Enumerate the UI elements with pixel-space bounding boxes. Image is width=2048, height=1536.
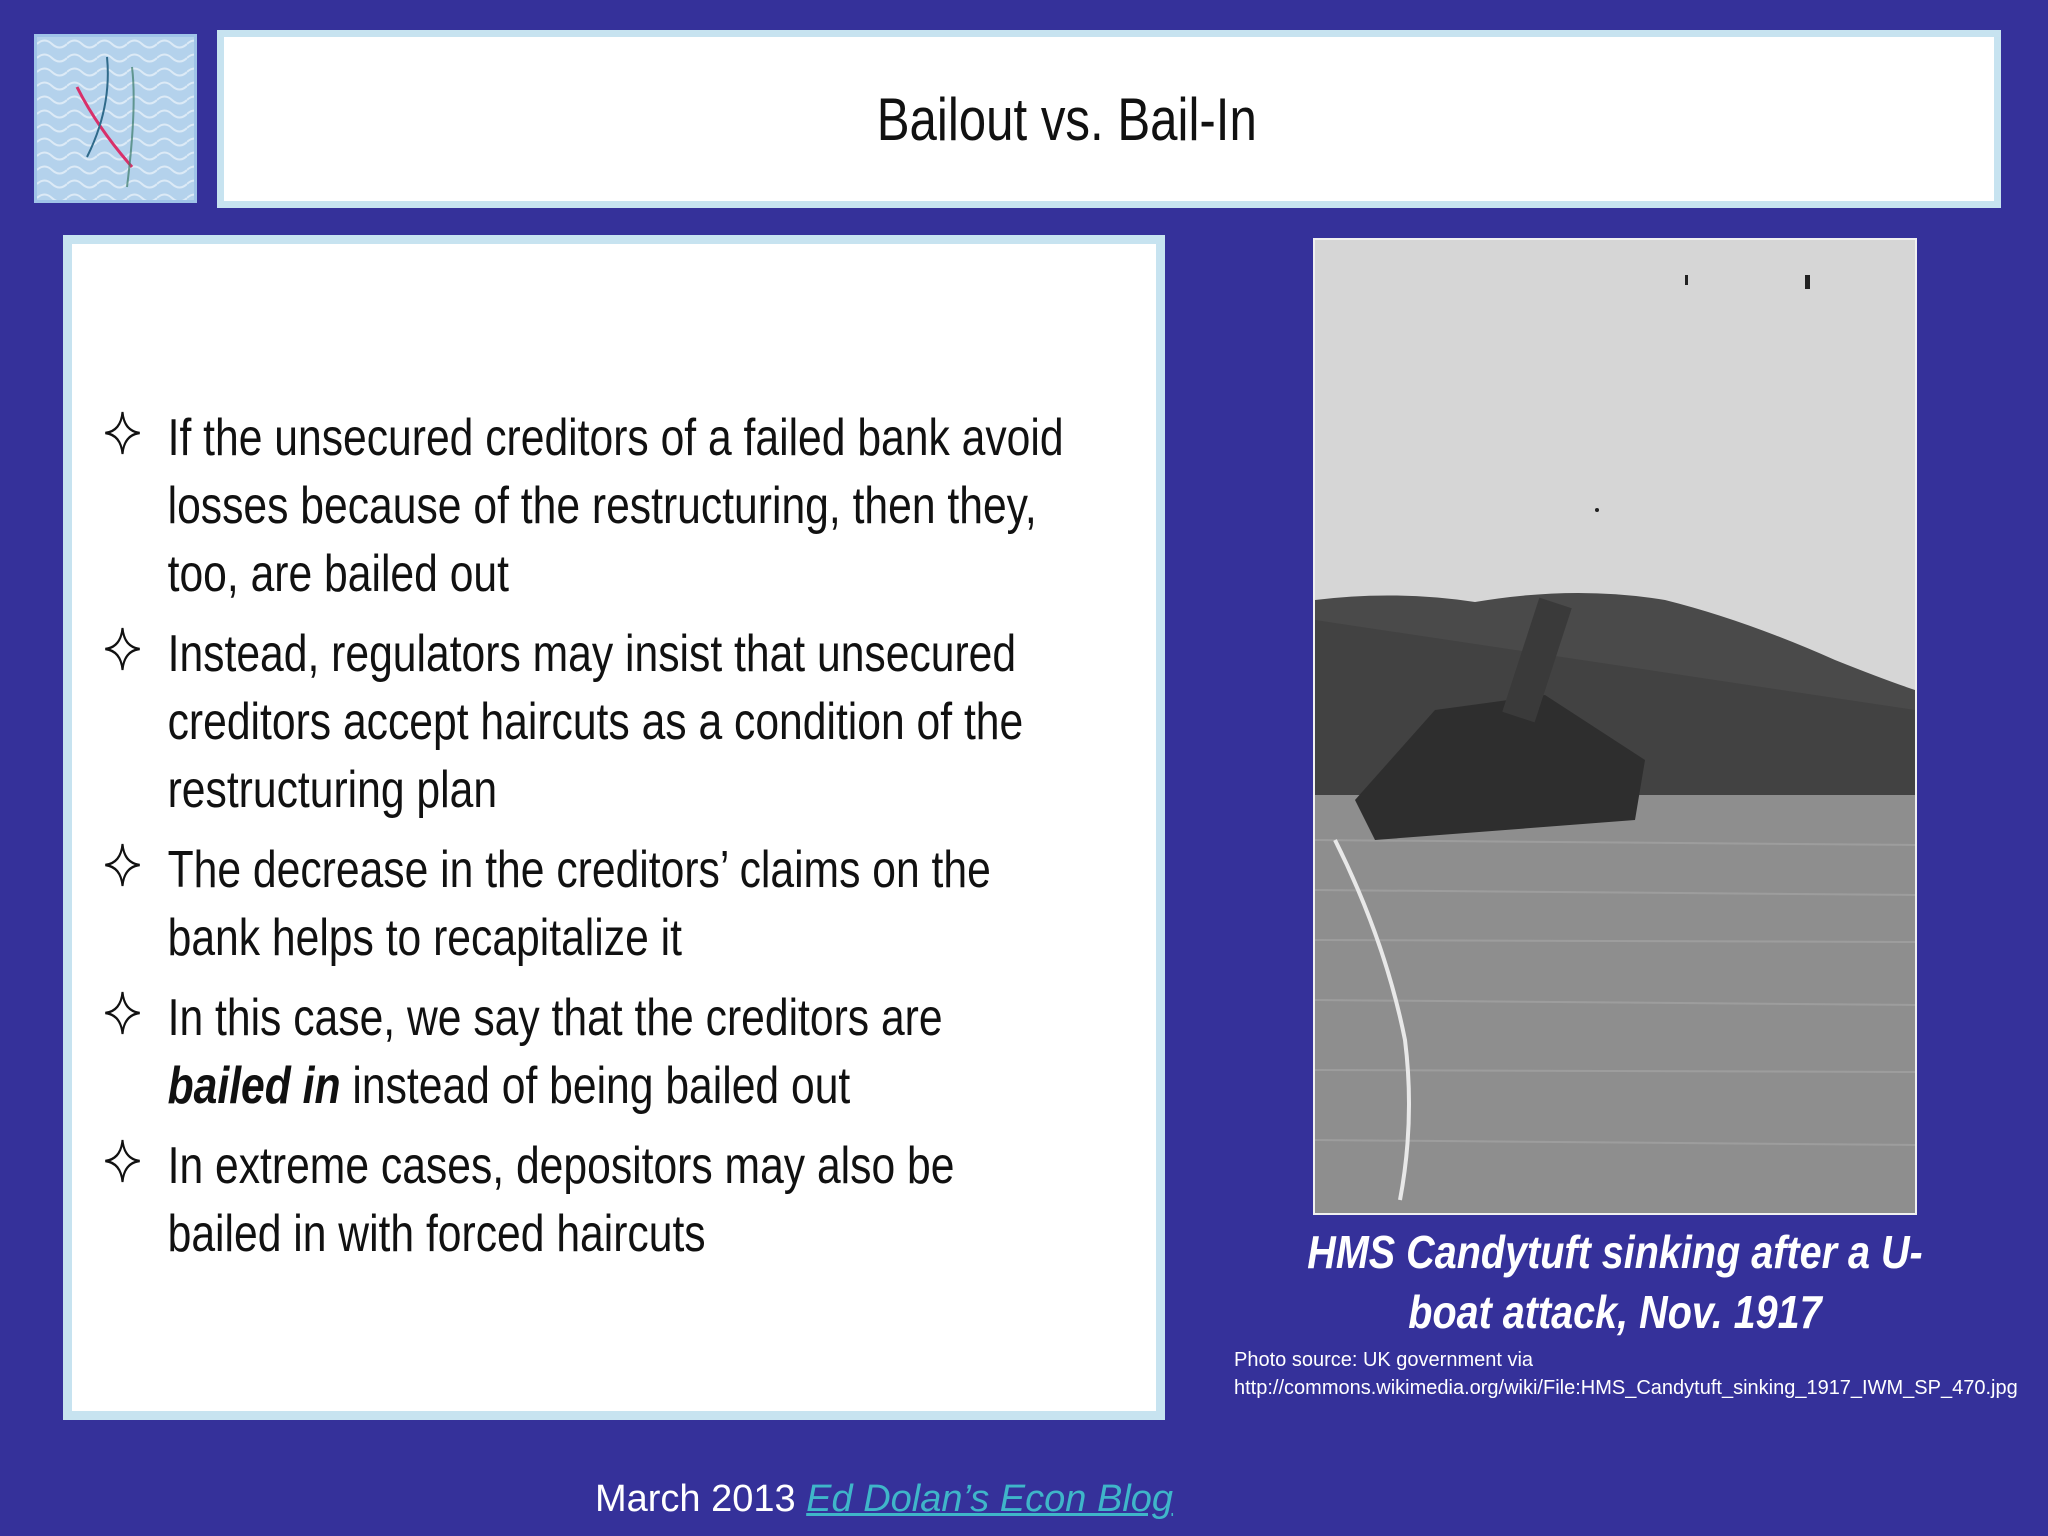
bullet-item bbox=[102, 404, 1070, 608]
four-point-star-icon bbox=[102, 1136, 143, 1186]
logo-graphic bbox=[37, 37, 194, 200]
blog-logo bbox=[34, 34, 197, 203]
ship-photo bbox=[1313, 238, 1917, 1215]
four-point-star-icon bbox=[102, 624, 143, 674]
photo-source-url: http://commons.wikimedia.org/wiki/File:HMS_Candytuft_sinking_1917_IWM_SP_470.jpg bbox=[1234, 1377, 2018, 1399]
bullet-list bbox=[102, 404, 1282, 1280]
title-box bbox=[217, 30, 2001, 208]
footer-date: March 2013 bbox=[594, 1478, 796, 1520]
bullet-text-after: instead of being bailed out bbox=[340, 1057, 851, 1115]
photo-source-line1: Photo source: UK government via bbox=[1234, 1349, 1534, 1371]
content-box bbox=[63, 235, 1165, 1420]
bullet-text: In extreme cases, depositors may also be bailed in with forced haircuts bbox=[167, 1137, 955, 1263]
four-point-star-icon bbox=[102, 408, 143, 458]
photo-caption: HMS Candytuft sinking after a U-boat attack, Nov. 1917 bbox=[1307, 1226, 1923, 1338]
photo-source bbox=[1234, 1346, 2018, 1402]
bullet-emphasis: bailed in bbox=[167, 1057, 341, 1115]
blog-link[interactable]: Ed Dolan’s Econ Blog bbox=[806, 1478, 1174, 1520]
four-point-star-icon bbox=[102, 840, 143, 890]
slide-title: Bailout vs. Bail-In bbox=[876, 85, 1258, 153]
sinking-ship-illustration bbox=[1315, 240, 1915, 1213]
bullet-text: Instead, regulators may insist that unsecured creditors accept haircuts as a condition of the restructuring plan bbox=[167, 625, 1024, 819]
bullet-text: The decrease in the creditors’ claims on the bank helps to recapitalize it bbox=[167, 841, 991, 967]
footer bbox=[0, 1474, 1768, 1524]
bullet-item bbox=[102, 620, 1070, 824]
bullet-item bbox=[102, 984, 1070, 1120]
bullet-text-before: In this case, we say that the creditors are bbox=[167, 989, 943, 1047]
four-point-star-icon bbox=[102, 988, 143, 1038]
bullet-item bbox=[102, 836, 1070, 972]
bullet-item bbox=[102, 1132, 1070, 1268]
bullet-text: If the unsecured creditors of a failed bank avoid losses because of the restructuring, then they, too, are bailed out bbox=[167, 409, 1064, 603]
